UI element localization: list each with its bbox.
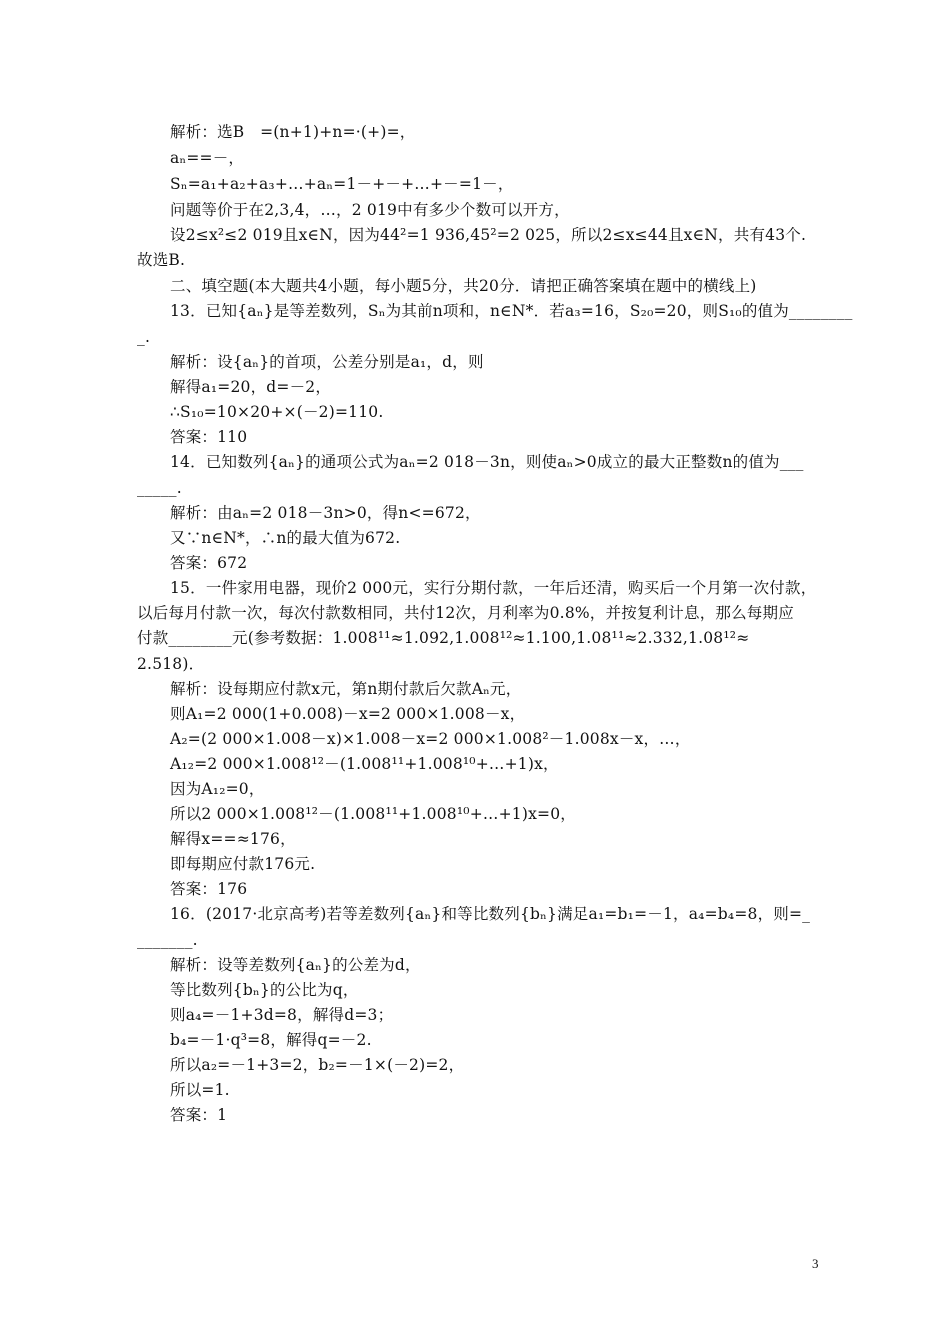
answer-16: 答案：1 <box>170 1106 228 1124</box>
text-line: A₁₂=2 000×1.008¹²－(1.008¹¹+1.008¹⁰+…+1)x， <box>170 755 559 773</box>
text-line: 则A₁=2 000(1+0.008)－x=2 000×1.008－x， <box>170 705 526 723</box>
text-line: 解得x==≈176， <box>170 830 296 848</box>
text-line: 设2≤x²≤2 019且x∈N，因为44²=1 936,45²=2 025，所以2≤x≤44且x∈N，共有43个. <box>170 226 807 244</box>
text-line: 以后每月付款一次，每次付款数相同，共付12次，月利率为0.8%，并按复利计息，那么每期应 <box>137 604 794 622</box>
text-line: 则a₄=－1+3d=8，解得d=3； <box>170 1006 394 1024</box>
question-14: 14．已知数列{aₙ}的通项公式为aₙ=2 018－3n，则使aₙ>0成立的最大正整数n的值为___ <box>170 453 804 471</box>
text-line: aₙ==－， <box>170 149 245 167</box>
text-line: 解析：设{aₙ}的首项，公差分别是a₁，d，则 <box>170 353 484 371</box>
text-line: 所以a₂=－1+3=2，b₂=－1×(－2)=2， <box>170 1056 465 1074</box>
text-line: 2.518)． <box>137 655 205 673</box>
text-line: A₂=(2 000×1.008－x)×1.008－x=2 000×1.008²－1.008x－x，…， <box>170 730 691 748</box>
text-line: 故选B. <box>137 251 186 269</box>
text-line: Sₙ=a₁+a₂+a₃+…+aₙ=1－+－+…+－=1－， <box>170 175 514 193</box>
answer-blank: _____. <box>137 479 182 497</box>
text-line: 解析：选B =(n+1)+n=·(+)=， <box>170 123 416 141</box>
page-number: 3 <box>812 1256 819 1271</box>
text-line: ∴S₁₀=10×20+×(－2)=110. <box>170 403 384 421</box>
text-line: 付款________元(参考数据：1.008¹¹≈1.092,1.008¹²≈1.100,1.08¹¹≈2.332,1.08¹²≈ <box>137 629 750 647</box>
text-line: 等比数列{bₙ}的公比为q， <box>170 981 359 999</box>
text-line: 即每期应付款176元. <box>170 855 316 873</box>
text-line: 解析：设等差数列{aₙ}的公差为d， <box>170 956 421 974</box>
question-16: 16．(2017·北京高考)若等差数列{aₙ}和等比数列{bₙ}满足a₁=b₁=－1，a₄=b₄=8，则=_ <box>170 905 811 923</box>
answer-14: 答案：672 <box>170 554 248 572</box>
text-line: 解析：设每期应付款x元，第n期付款后欠款Aₙ元， <box>170 680 522 698</box>
text-line: b₄=－1·q³=8，解得q=－2. <box>170 1031 372 1049</box>
answer-15: 答案：176 <box>170 880 248 898</box>
text-line: 解析：由aₙ=2 018－3n>0，得n<=672， <box>170 504 481 522</box>
answer-blank: _______. <box>137 931 198 949</box>
text-line: 所以=1. <box>170 1081 230 1099</box>
question-15: 15．一件家用电器，现价2 000元，实行分期付款，一年后还清，购买后一个月第一次付款， <box>170 579 817 597</box>
text-line: 因为A₁₂=0， <box>170 780 265 798</box>
answer-13: 答案：110 <box>170 428 248 446</box>
text-line: 解得a₁=20，d=－2， <box>170 378 332 396</box>
question-13: 13．已知{aₙ}是等差数列，Sₙ为其前n项和，n∈N*．若a₃=16，S₂₀=20，则S₁₀的值为________ <box>170 302 853 320</box>
section-heading: 二、填空题(本大题共4小题，每小题5分，共20分．请把正确答案填在题中的横线上) <box>170 277 757 295</box>
text-line: 问题等价于在2,3,4，…，2 019中有多少个数可以开方， <box>170 201 570 219</box>
text-line: 所以2 000×1.008¹²－(1.008¹¹+1.008¹⁰+…+1)x=0， <box>170 805 576 823</box>
answer-blank: _. <box>137 328 151 346</box>
text-line: 又∵n∈N*，∴n的最大值为672. <box>170 529 401 547</box>
